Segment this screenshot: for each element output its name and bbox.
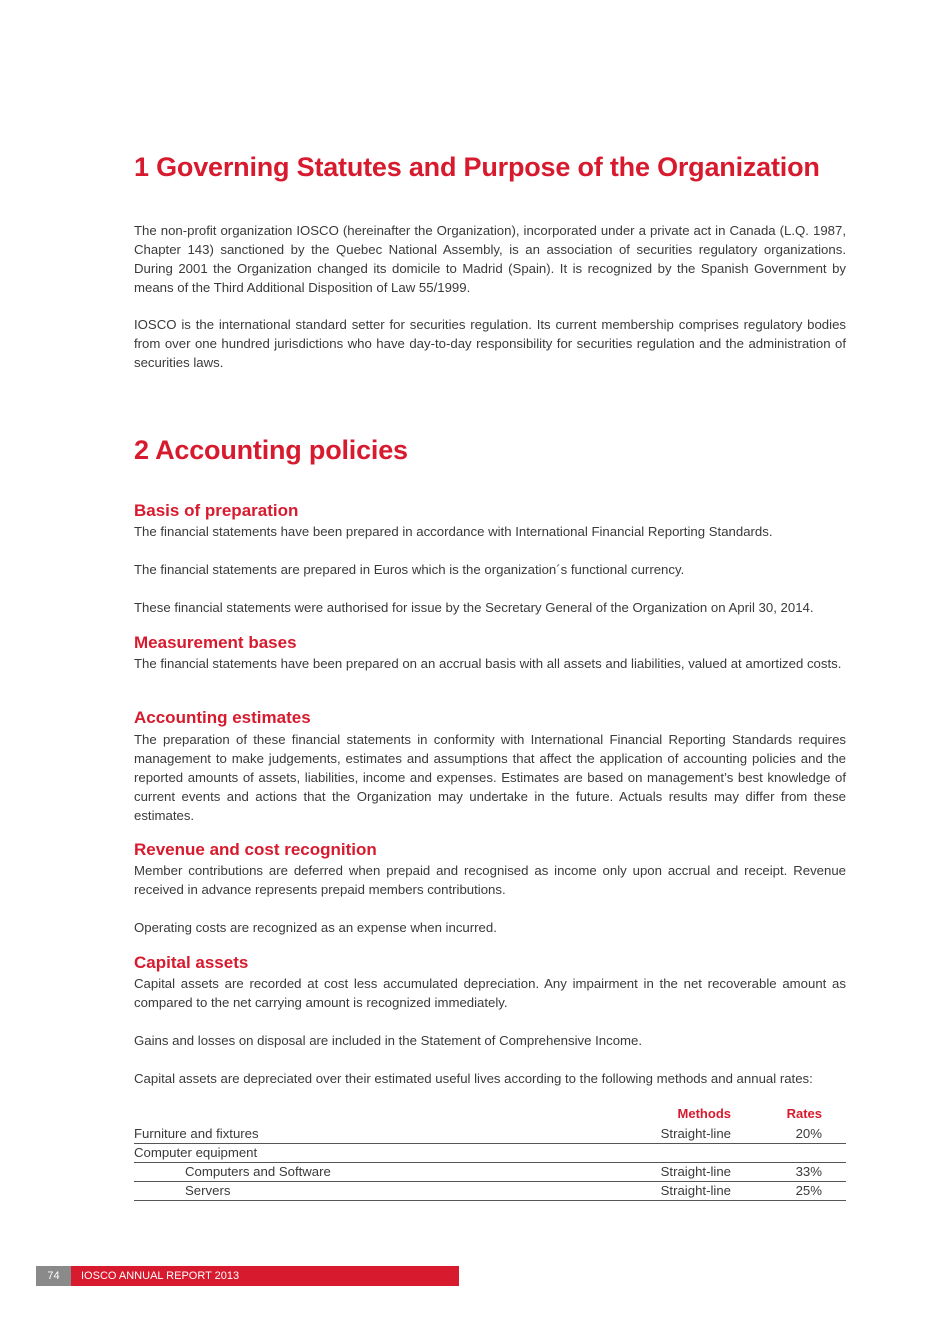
capital-assets-heading: Capital assets — [134, 953, 249, 972]
table-row — [134, 1182, 846, 1201]
revenue-recognition-heading: Revenue and cost recognition — [134, 840, 377, 859]
capital-paragraph-1: Capital assets are recorded at cost less accumulated depreciation. Any impairment in the net recoverable amount as compared to the net carrying amount is recognized immediately. — [134, 976, 846, 1010]
measurement-bases-heading: Measurement bases — [134, 633, 297, 652]
basis-of-preparation-heading: Basis of preparation — [134, 501, 299, 520]
capital-paragraph-3: Capital assets are depreciated over their estimated useful lives according to the following methods and annual rates: — [134, 1071, 813, 1086]
asset-name: Servers — [185, 1183, 231, 1198]
basis-paragraph-3: These financial statements were authorised for issue by the Secretary General of the Organization on April 30, 2014. — [134, 600, 814, 615]
asset-rate: 20% — [795, 1126, 822, 1141]
asset-rate: 33% — [795, 1164, 822, 1179]
rates-column-header: Rates — [786, 1106, 822, 1121]
asset-name: Furniture and fixtures — [134, 1126, 259, 1141]
estimates-paragraph-1: The preparation of these financial statements in conformity with International Financial Reporting Standards requires management to make judgements, estimates and assumptions that affect the application of accounting policies and the reported amounts of assets, liabilities, income and expenses. Estimates are based on management’s best knowledge of current events and actions that the Organization may undertake in the future. Actuals results may differ from these estimates. — [134, 732, 846, 823]
section-1-paragraph-1: The non-profit organization IOSCO (hereinafter the Organization), incorporated under a private act in Canada (L.Q. 1987, Chapter 143) sanctioned by the Quebec National Assembly, is an association of securities regulatory organizations. During 2001 the Organization changed its domicile to Madrid (Spain). It is recognized by the Spanish Government by means of the Third Additional Disposition of Law 55/1999. — [134, 223, 846, 295]
table-header — [134, 1106, 846, 1125]
table-row — [134, 1163, 846, 1182]
table-row — [134, 1144, 846, 1163]
section-1-heading: 1 Governing Statutes and Purpose of the Organization — [134, 152, 820, 182]
revenue-paragraph-1: Member contributions are deferred when prepaid and recognised as income only upon accrual and receipt. Revenue received in advance represents prepaid members contributions. — [134, 863, 846, 897]
measurement-paragraph-1: The financial statements have been prepared on an accrual basis with all assets and liabilities, valued at amortized costs. — [134, 656, 842, 671]
asset-method: Straight-line — [660, 1164, 731, 1179]
section-1-paragraph-2: IOSCO is the international standard setter for securities regulation. Its current membership comprises regulatory bodies from over one hundred jurisdictions who have day-to-day responsibility for securities regulation and the administration of securities laws. — [134, 317, 846, 370]
depreciation-table — [134, 1106, 846, 1201]
revenue-paragraph-2: Operating costs are recognized as an expense when incurred. — [134, 920, 497, 935]
basis-paragraph-2: The financial statements are prepared in Euros which is the organization´s functional currency. — [134, 562, 685, 577]
accounting-estimates-heading: Accounting estimates — [134, 708, 311, 727]
methods-column-header: Methods — [677, 1106, 731, 1121]
capital-paragraph-2: Gains and losses on disposal are included in the Statement of Comprehensive Income. — [134, 1033, 643, 1048]
asset-rate: 25% — [795, 1183, 822, 1198]
asset-method: Straight-line — [660, 1183, 731, 1198]
asset-name: Computer equipment — [134, 1145, 258, 1160]
page-footer — [36, 1266, 459, 1286]
footer-label: IOSCO ANNUAL REPORT 2013 — [81, 1270, 240, 1282]
section-2-heading: 2 Accounting policies — [134, 435, 408, 465]
basis-paragraph-1: The financial statements have been prepared in accordance with International Financial Reporting Standards. — [134, 524, 773, 539]
asset-method: Straight-line — [660, 1126, 731, 1141]
page-number: 74 — [36, 1266, 71, 1286]
table-row — [134, 1125, 846, 1144]
asset-name: Computers and Software — [185, 1164, 331, 1179]
